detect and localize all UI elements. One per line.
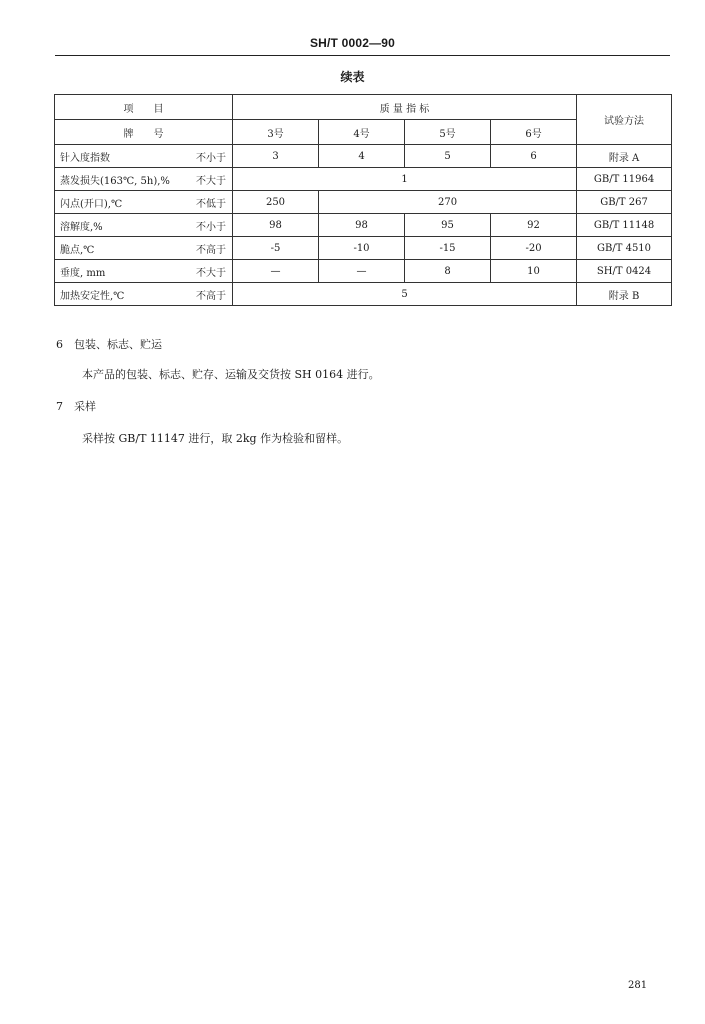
row-item bbox=[55, 283, 233, 306]
row-limit: 不低于 bbox=[196, 198, 226, 210]
table-row bbox=[55, 214, 672, 237]
row-item bbox=[55, 237, 233, 260]
quality-spec-table bbox=[54, 94, 672, 306]
document-header: SH/T 0002—90 bbox=[309, 36, 396, 50]
row-name: 闪点(开口),℃ bbox=[60, 198, 123, 210]
row-value: -20 bbox=[491, 237, 577, 260]
table-caption: 续表 bbox=[340, 70, 365, 84]
row-value: 98 bbox=[233, 214, 319, 237]
row-value: 8 bbox=[405, 260, 491, 283]
row-name: 脆点,℃ bbox=[60, 244, 95, 256]
row-item bbox=[55, 191, 233, 214]
grade-6: 6号 bbox=[491, 120, 577, 145]
row-limit: 不高于 bbox=[196, 290, 226, 302]
row-value-merged: 1 bbox=[233, 168, 577, 191]
section-title: 7 采样 bbox=[56, 400, 96, 413]
row-limit: 不大于 bbox=[196, 267, 226, 279]
table-row bbox=[55, 168, 672, 191]
table-header-row bbox=[55, 95, 672, 120]
section-body: 采样按 GB/T 11147 进行，取 2kg 作为检验和留样。 bbox=[82, 432, 349, 445]
row-item bbox=[55, 145, 233, 168]
grade-5: 5号 bbox=[405, 120, 491, 145]
row-method: GB/T 11964 bbox=[577, 168, 672, 191]
head-grade: 牌 号 bbox=[55, 120, 233, 145]
row-limit: 不大于 bbox=[196, 175, 226, 187]
row-method: 附录 A bbox=[577, 145, 672, 168]
row-method: 附录 B bbox=[577, 283, 672, 306]
row-item bbox=[55, 214, 233, 237]
row-limit: 不小于 bbox=[196, 152, 226, 164]
row-method: GB/T 4510 bbox=[577, 237, 672, 260]
row-value: 92 bbox=[491, 214, 577, 237]
row-item bbox=[55, 260, 233, 283]
row-item bbox=[55, 168, 233, 191]
section-title: 6 包装、标志、贮运 bbox=[56, 338, 162, 351]
page-number: 281 bbox=[628, 980, 648, 991]
row-value: — bbox=[319, 260, 405, 283]
row-value-merged: 270 bbox=[319, 191, 577, 214]
row-limit: 不高于 bbox=[196, 244, 226, 256]
row-value: 10 bbox=[491, 260, 577, 283]
row-value: -15 bbox=[405, 237, 491, 260]
row-value: -10 bbox=[319, 237, 405, 260]
row-name: 溶解度,% bbox=[60, 221, 103, 233]
grade-4: 4号 bbox=[319, 120, 405, 145]
head-item: 项 目 bbox=[55, 95, 233, 120]
row-name: 蒸发损失(163℃, 5h),% bbox=[60, 175, 170, 187]
row-value: 5 bbox=[405, 145, 491, 168]
row-value: 4 bbox=[319, 145, 405, 168]
head-quality: 质 量 指 标 bbox=[233, 95, 577, 120]
row-name: 加热安定性,℃ bbox=[60, 290, 125, 302]
row-method: GB/T 11148 bbox=[577, 214, 672, 237]
row-limit: 不小于 bbox=[196, 221, 226, 233]
table-row bbox=[55, 145, 672, 168]
row-value-merged: 5 bbox=[233, 283, 577, 306]
header-rule bbox=[55, 55, 670, 56]
row-name: 垂度, mm bbox=[60, 267, 106, 279]
row-value: 3 bbox=[233, 145, 319, 168]
row-value: 6 bbox=[491, 145, 577, 168]
table-row bbox=[55, 191, 672, 214]
table-row bbox=[55, 237, 672, 260]
grade-3: 3号 bbox=[233, 120, 319, 145]
row-name: 针入度指数 bbox=[60, 152, 110, 164]
row-method: GB/T 267 bbox=[577, 191, 672, 214]
row-value: 95 bbox=[405, 214, 491, 237]
row-method: SH/T 0424 bbox=[577, 260, 672, 283]
head-method: 试验方法 bbox=[577, 95, 672, 145]
row-value: 250 bbox=[233, 191, 319, 214]
table-row bbox=[55, 260, 672, 283]
section-body: 本产品的包装、标志、贮存、运输及交货按 SH 0164 进行。 bbox=[82, 368, 380, 381]
table-row bbox=[55, 283, 672, 306]
row-value: 98 bbox=[319, 214, 405, 237]
row-value: — bbox=[233, 260, 319, 283]
row-value: -5 bbox=[233, 237, 319, 260]
